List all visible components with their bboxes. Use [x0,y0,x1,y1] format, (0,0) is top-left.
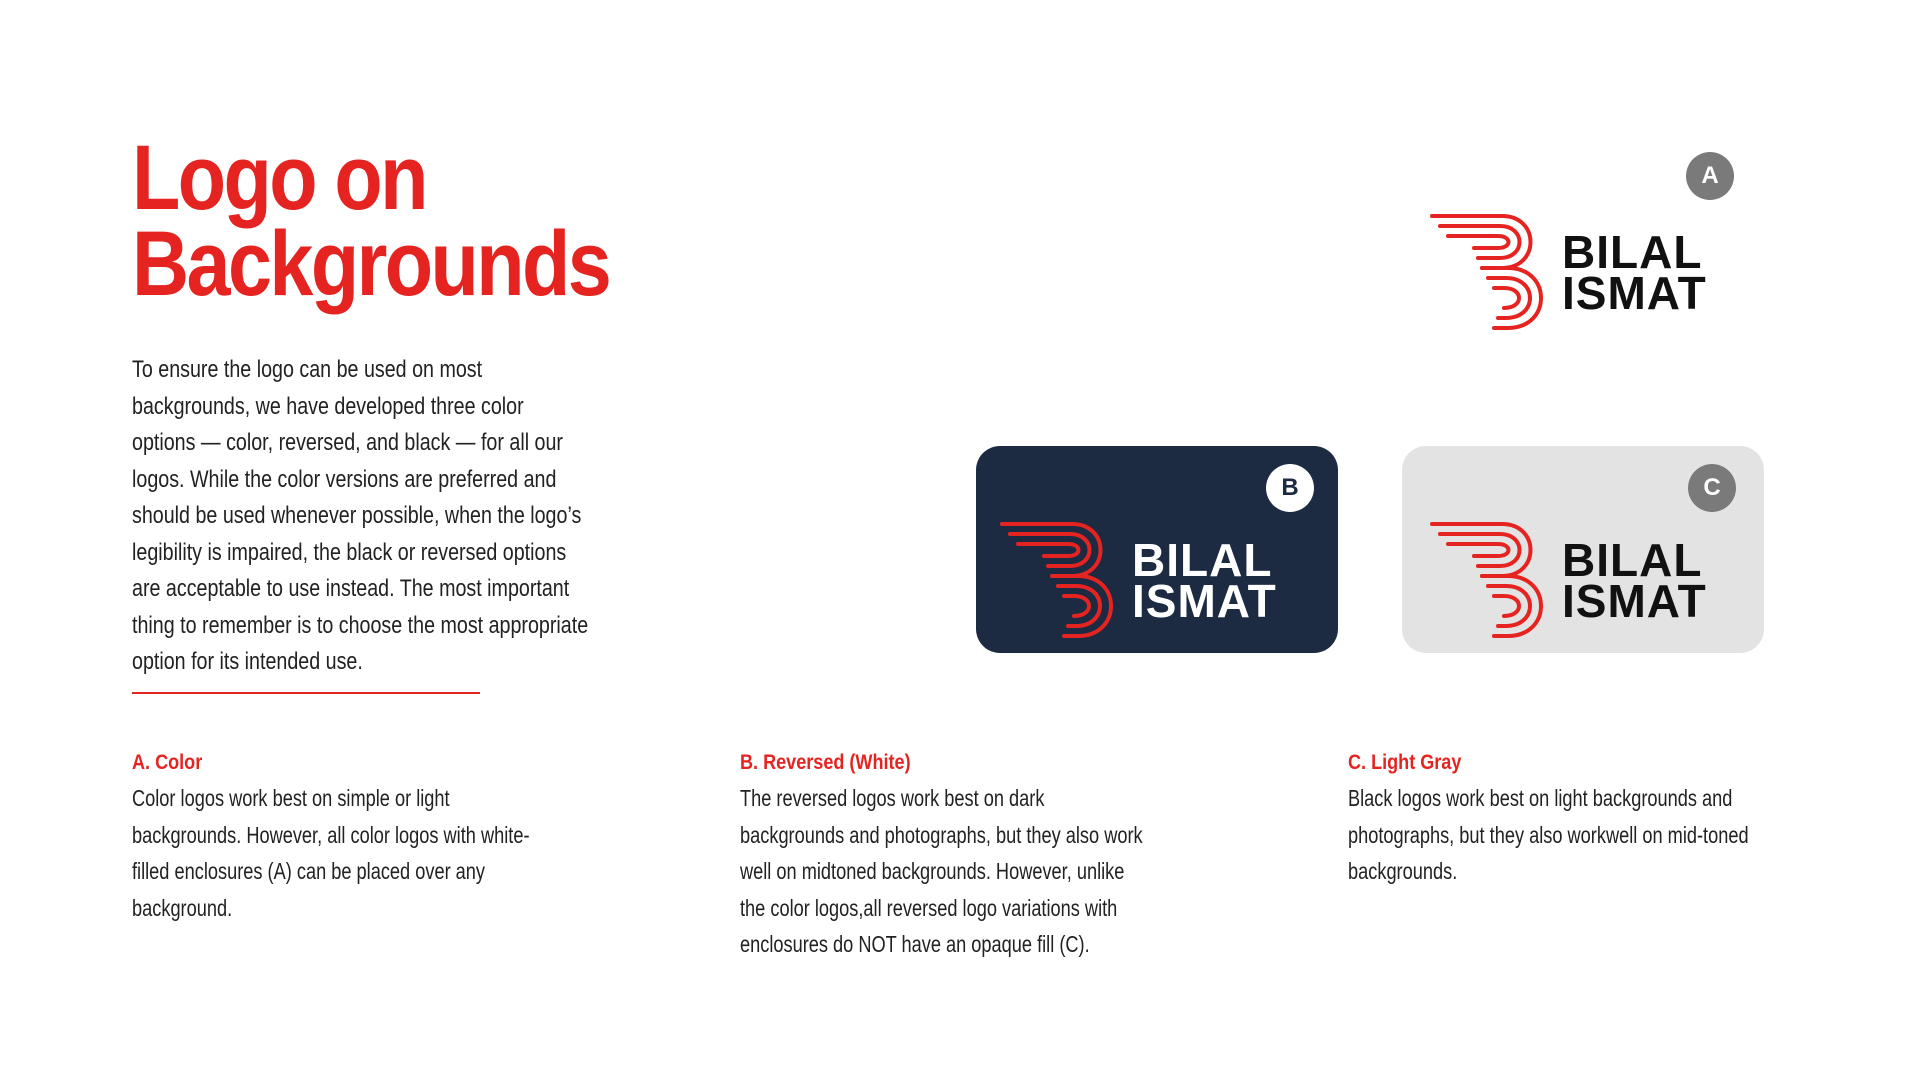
b-mark-icon [1428,212,1553,332]
variant-b-title: B. Reversed (White) [740,751,911,774]
variant-b-text: The reversed logos work best on dark backgrounds and photographs, but they also work well on midtoned backgrounds. However, unlike the color logos,all reversed logo variations with enclosures do NOT have an opaque fill (C). [740,785,1143,957]
variant-c-text: Black logos work best on light backgrounds and photographs, but they also workwell on mid-toned backgrounds. [1348,785,1749,884]
logo-wordmark-color [1562,226,1707,319]
logo-reversed [998,520,1318,660]
variant-c-description [1348,748,1795,890]
page-title [132,127,648,315]
variant-a-title: A. Color [132,751,203,774]
variant-b-description [740,748,1187,963]
logo-line-1: BILAL [1562,534,1703,586]
badge-c: C [1688,464,1736,512]
logo-line-2: ISMAT [1562,267,1707,319]
b-mark-icon [998,520,1123,640]
b-mark-icon [1428,520,1553,640]
logo-line-2: ISMAT [1132,575,1277,627]
logo-black [1428,520,1748,660]
light-gray-logo-panel [1402,446,1764,653]
variant-c-title: C. Light Gray [1348,751,1462,774]
intro-paragraph: To ensure the logo can be used on most backgrounds, we have developed three color options — color, reversed, and black — for all our logos. While the color versions are preferred and should be used whenever possible, when the logo’s legibility is impaired, the black or reversed options are acceptable to use instead. The most important thing to remember is to choose the most appropriate option for its intended use. [132,356,589,675]
badge-a: A [1686,152,1734,200]
page-title-line-1: Logo on [132,127,426,229]
divider-line [132,692,480,694]
logo-line-1: BILAL [1132,534,1273,586]
variant-a-description [132,748,579,926]
logo-wordmark-black [1562,534,1707,627]
badge-b: B [1266,464,1314,512]
logo-wordmark-reversed [1132,534,1277,627]
variant-a-text: Color logos work best on simple or light backgrounds. However, all color logos with white-filled enclosures (A) can be placed over any background. [132,785,530,921]
logo-color [1428,212,1748,352]
reversed-logo-panel [976,446,1338,653]
page-title-line-2: Backgrounds [132,213,610,315]
logo-line-2: ISMAT [1562,575,1707,627]
logo-line-1: BILAL [1562,226,1703,278]
